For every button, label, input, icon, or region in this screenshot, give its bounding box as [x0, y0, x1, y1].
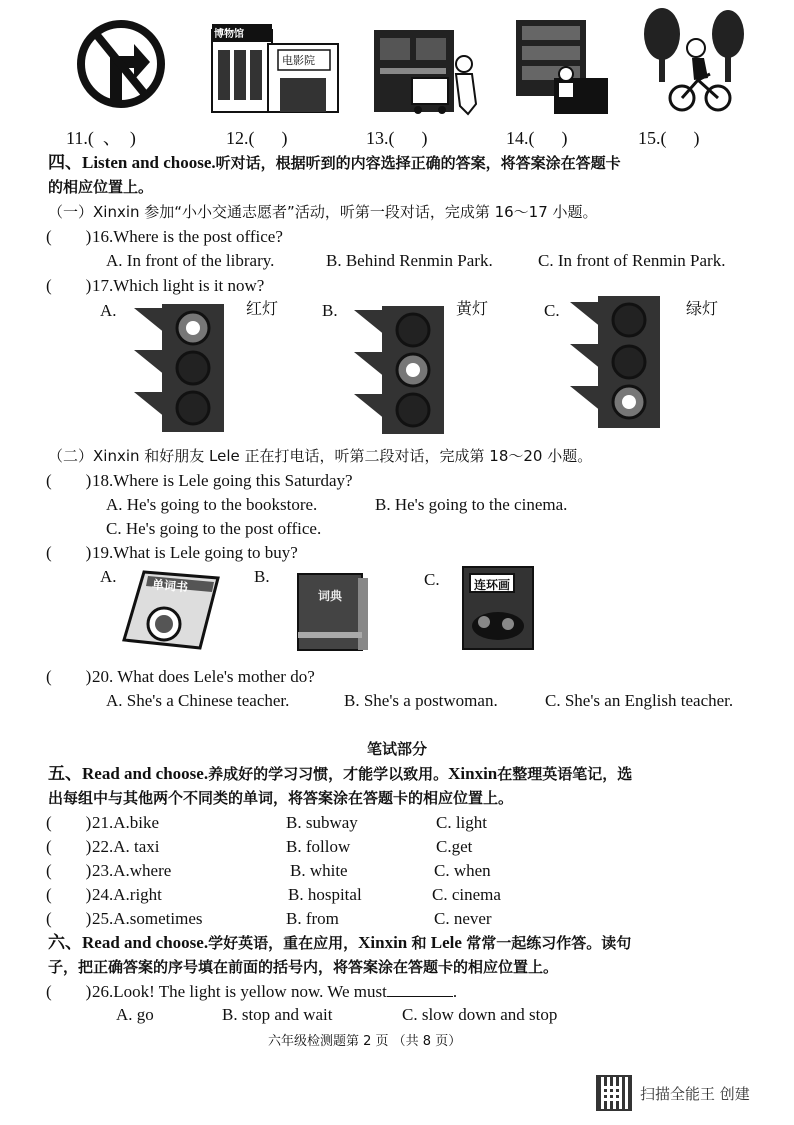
- q17-label-green: 绿灯: [686, 299, 719, 318]
- q21-option-c[interactable]: C. light: [436, 813, 488, 832]
- q26-option-a[interactable]: A. go: [116, 1005, 154, 1024]
- label-12: 12.( ): [226, 128, 288, 148]
- q19-question: 19.What is Lele going to buy?: [92, 543, 298, 562]
- q26-question: 26.Look! The light is yellow now. We must .: [92, 982, 458, 1001]
- traffic-light-b-icon[interactable]: [350, 302, 450, 436]
- q20-paren[interactable]: ( ): [46, 667, 92, 686]
- section4-title: 四、Listen and choose.听对话，根据听到的内容选择正确的答案，将答案涂在答题卡: [48, 153, 621, 172]
- section5-title-line2: 出每组中与其他两个不同类的单词，将答案涂在答题卡的相应位置上。: [48, 789, 514, 807]
- q18-option-c[interactable]: C. He's going to the post office.: [106, 519, 322, 538]
- q24-paren[interactable]: ( ): [46, 885, 92, 904]
- q20-question: 20. What does Lele's mother do?: [92, 667, 315, 686]
- q21-option-b[interactable]: B. subway: [286, 813, 358, 832]
- section6-title: 六、Read and choose.学好英语，重在应用，Xinxin 和 Lele 常常一起练习作答。读句: [48, 933, 632, 952]
- q22-paren[interactable]: ( ): [46, 837, 92, 856]
- q22-option-c[interactable]: C.get: [436, 837, 473, 856]
- q26-answer-blank[interactable]: [387, 982, 453, 997]
- supermarket-shopping-icon: [372, 24, 484, 116]
- q26-option-c[interactable]: C. slow down and stop: [402, 1005, 558, 1024]
- q16-option-a[interactable]: A. In front of the library.: [106, 251, 275, 270]
- dictionary-title: 词典: [318, 589, 343, 603]
- q23-option-a[interactable]: 23.A.where: [92, 861, 172, 880]
- q20-option-b[interactable]: B. She's a postwoman.: [344, 691, 498, 710]
- section5-title: 五、Read and choose.养成好的学习习惯，才能学以致用。Xinxin在整理英语笔记，选: [48, 764, 633, 783]
- label-11: 11.( 、 ): [66, 128, 136, 148]
- q25-option-c[interactable]: C. never: [434, 909, 492, 928]
- q18-option-b[interactable]: B. He's going to the cinema.: [375, 495, 568, 514]
- q23-option-c[interactable]: C. when: [434, 861, 491, 880]
- q23-paren[interactable]: ( ): [46, 861, 92, 880]
- label-13: 13.( ): [366, 128, 428, 148]
- word-book-title: 单词书: [151, 577, 189, 595]
- q24-option-a[interactable]: 24.A.right: [92, 885, 162, 904]
- q20-option-a[interactable]: A. She's a Chinese teacher.: [106, 691, 290, 710]
- scanner-watermark: 扫描全能王 创建: [640, 1085, 750, 1103]
- qr-code-icon: [596, 1075, 632, 1111]
- cinema-sign-text: 电影院: [282, 54, 315, 67]
- q16-paren[interactable]: ( ): [46, 227, 92, 246]
- q26-option-b[interactable]: B. stop and wait: [222, 1005, 333, 1024]
- q18-option-a[interactable]: A. He's going to the bookstore.: [106, 495, 318, 514]
- section6-title-line2: 子，把正确答案的序号填在前面的括号内，将答案涂在答题卡的相应位置上。: [48, 958, 559, 976]
- q19-option-b[interactable]: B.: [254, 567, 270, 586]
- section4-part2: （二）Xinxin 和好朋友 Lele 正在打电话，听第二段对话，完成第 18～20 小题。: [48, 447, 593, 465]
- q19-option-c[interactable]: C.: [424, 570, 440, 589]
- q24-option-c[interactable]: C. cinema: [432, 885, 501, 904]
- boy-cycling-icon: [640, 4, 746, 116]
- q19-paren[interactable]: ( ): [46, 543, 92, 562]
- label-14: 14.( ): [506, 128, 568, 148]
- traffic-light-a-icon[interactable]: [130, 300, 230, 434]
- q25-paren[interactable]: ( ): [46, 909, 92, 928]
- q23-option-b[interactable]: B. white: [290, 861, 348, 880]
- library-reading-icon: [514, 18, 610, 116]
- q17-label-yellow: 黄灯: [456, 299, 489, 318]
- q17-option-b[interactable]: B.: [322, 301, 338, 320]
- q16-question: 16.Where is the post office?: [92, 227, 283, 246]
- q16-option-b[interactable]: B. Behind Renmin Park.: [326, 251, 493, 270]
- section4-title-line2: 的相应位置上。: [48, 178, 154, 196]
- dictionary-icon[interactable]: [294, 570, 372, 654]
- q17-question: 17.Which light is it now?: [92, 276, 265, 295]
- q26-paren[interactable]: ( ): [46, 982, 92, 1001]
- section4-part1: （一）Xinxin 参加“小小交通志愿者”活动，听第一段对话，完成第 16～17 小题。: [48, 203, 598, 221]
- written-part-heading: 笔试部分: [367, 740, 428, 758]
- q19-option-a[interactable]: A.: [100, 567, 117, 586]
- q18-question: 18.Where is Lele going this Saturday?: [92, 471, 353, 490]
- q17-paren[interactable]: ( ): [46, 276, 92, 295]
- q17-option-a[interactable]: A.: [100, 301, 117, 320]
- q18-paren[interactable]: ( ): [46, 471, 92, 490]
- q20-option-c[interactable]: C. She's an English teacher.: [545, 691, 734, 710]
- q25-option-a[interactable]: 25.A.sometimes: [92, 909, 203, 928]
- comic-book-title: 连环画: [474, 578, 511, 592]
- q22-option-a[interactable]: 22.A. taxi: [92, 837, 160, 856]
- q21-paren[interactable]: ( ): [46, 813, 92, 832]
- traffic-light-c-icon[interactable]: [566, 292, 666, 430]
- label-15: 15.( ): [638, 128, 700, 148]
- q21-option-a[interactable]: 21.A.bike: [92, 813, 160, 832]
- no-right-turn-sign-icon: [76, 10, 166, 118]
- q17-label-red: 红灯: [246, 299, 279, 318]
- museum-sign-text: 博物馆: [214, 29, 244, 40]
- page-footer: 六年级检测题第 2 页 （共 8 页）: [268, 1034, 462, 1049]
- q24-option-b[interactable]: B. hospital: [288, 885, 362, 904]
- q25-option-b[interactable]: B. from: [286, 909, 339, 928]
- q22-option-b[interactable]: B. follow: [286, 837, 351, 856]
- q17-option-c[interactable]: C.: [544, 301, 560, 320]
- q16-option-c[interactable]: C. In front of Renmin Park.: [538, 251, 726, 270]
